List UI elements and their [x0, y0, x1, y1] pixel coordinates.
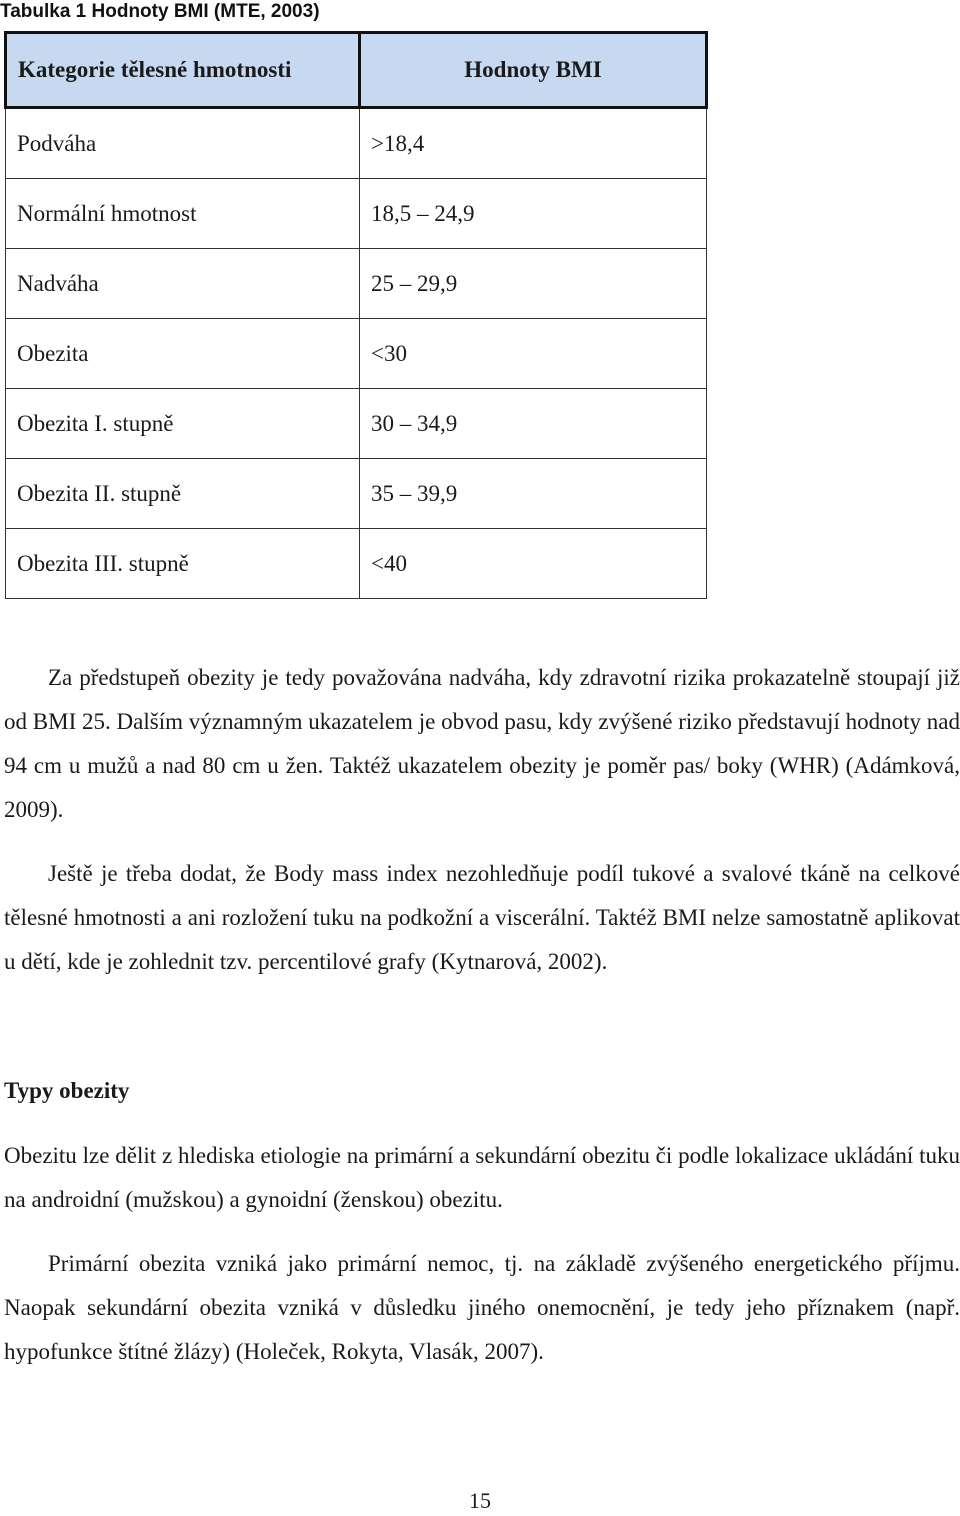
bmi-value-cell: <30 — [360, 319, 707, 389]
header-bmi-values: Hodnoty BMI — [360, 33, 707, 108]
header-category: Kategorie tělesné hmotnosti — [6, 33, 360, 108]
bmi-value-cell: 30 – 34,9 — [360, 389, 707, 459]
page-number: 15 — [469, 1488, 491, 1513]
category-cell: Obezita I. stupně — [6, 389, 360, 459]
category-cell: Podváha — [6, 108, 360, 179]
bmi-value-cell: 18,5 – 24,9 — [360, 179, 707, 249]
paragraph-types — [4, 1134, 960, 1222]
paragraph-primary-secondary — [4, 1242, 960, 1374]
paragraph-text: Primární obezita vzniká jako primární nemoc, tj. na základě zvýšeného energetického příjmu. Naopak sekundární obezita vzniká v důsledku jiného onemocnění, je tedy jeho příznakem (např. hypofunkce štítné žlázy) (Holeček, Rokyta, Vlasák, 2007). — [4, 1251, 960, 1364]
section-heading: Typy obezity — [4, 1078, 130, 1103]
category-cell: Nadváha — [6, 249, 360, 319]
table-row — [6, 179, 707, 249]
category-cell: Obezita II. stupně — [6, 459, 360, 529]
bmi-value-cell: <40 — [360, 529, 707, 599]
paragraph-predstupen — [4, 656, 960, 832]
table-row — [6, 108, 707, 179]
table-header-row — [6, 33, 707, 108]
table-row — [6, 389, 707, 459]
paragraph-text: Za předstupeň obezity je tedy považována nadváha, kdy zdravotní rizika prokazatelně stoupají již od BMI 25. Dalším významným ukazatelem je obvod pasu, kdy zvýšené riziko představují hodnoty nad 94 cm u mužů a nad 80 cm u žen. Taktéž ukazatelem obezity je poměr pas/ boky (WHR) (Adámková, 2009). — [4, 665, 960, 822]
table-row — [6, 249, 707, 319]
bmi-table — [4, 31, 708, 599]
table-row — [6, 459, 707, 529]
paragraph-text: Ještě je třeba dodat, že Body mass index nezohledňuje podíl tukové a svalové tkáně na celkové tělesné hmotnosti a ani rozložení tuku na podkožní a viscerální. Taktéž BMI nelze samostatně aplikovat u dětí, kde je zohlednit tzv. percentilové grafy (Kytnarová, 2002). — [4, 861, 960, 974]
bmi-value-cell: 35 – 39,9 — [360, 459, 707, 529]
table-row — [6, 529, 707, 599]
paragraph-bmi-limits — [4, 852, 960, 984]
bmi-value-cell: >18,4 — [360, 108, 707, 179]
category-cell: Obezita III. stupně — [6, 529, 360, 599]
paragraph-text: Obezitu lze dělit z hlediska etiologie na primární a sekundární obezitu či podle lokalizace ukládání tuku na androidní (mužskou) a gynoidní (ženskou) obezitu. — [4, 1143, 960, 1212]
table-caption: Tabulka 1 Hodnoty BMI (MTE, 2003) — [0, 1, 320, 22]
table-row — [6, 319, 707, 389]
category-cell: Obezita — [6, 319, 360, 389]
bmi-value-cell: 25 – 29,9 — [360, 249, 707, 319]
category-cell: Normální hmotnost — [6, 179, 360, 249]
